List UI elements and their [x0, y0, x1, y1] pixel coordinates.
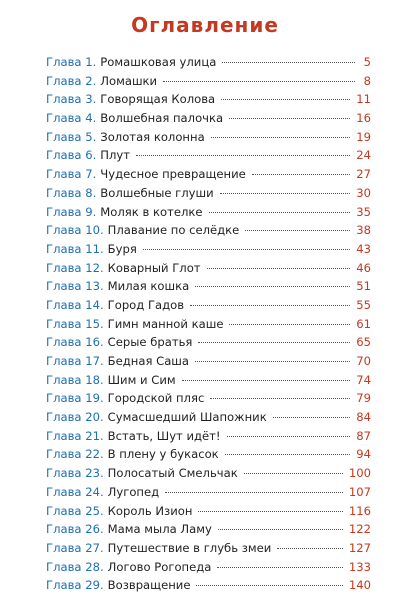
chapter-title: Коварный Глот: [107, 260, 201, 275]
chapter-title: Бедная Саша: [107, 354, 190, 368]
toc-entry: [46, 296, 371, 315]
page-number: 46: [356, 260, 371, 275]
chapter-number: Глава 10.: [46, 223, 104, 238]
chapter-title: Путешествие в глубь змеи: [107, 540, 272, 555]
page-number: 5: [363, 55, 371, 69]
chapter-number: Глава 19.: [46, 391, 104, 406]
toc-entry: [46, 165, 371, 184]
page-number: 38: [356, 223, 371, 238]
dot-leader: [198, 342, 350, 343]
chapter-number: Глава 23.: [46, 466, 104, 481]
toc-entry: [46, 408, 371, 427]
chapter-number: Глава 7.: [46, 167, 97, 182]
chapter-number: Глава 27.: [46, 540, 104, 555]
chapter-number: Глава 11.: [46, 241, 104, 256]
chapter-title: Ромашковая улица: [100, 55, 217, 69]
dot-leader: [136, 155, 350, 156]
chapter-number: Глава 29.: [46, 578, 104, 593]
toc-entry: [46, 240, 371, 259]
page-number: 70: [356, 354, 371, 368]
toc-entry: [46, 483, 371, 502]
dot-leader: [143, 249, 350, 250]
page-number: 51: [356, 279, 371, 294]
chapter-number: Глава 4.: [46, 111, 97, 126]
chapter-title: Сумасшедший Шапожник: [107, 410, 267, 425]
toc-entry: [46, 184, 371, 203]
page-number: 122: [348, 522, 371, 537]
page-number: 11: [356, 92, 371, 107]
chapter-title: Ломашки: [100, 73, 158, 88]
dot-leader: [198, 511, 342, 512]
chapter-title: Волшебные глуши: [100, 185, 214, 200]
page-number: 84: [356, 410, 371, 425]
page-number: 94: [356, 447, 371, 462]
dot-leader: [190, 305, 350, 306]
dot-leader: [165, 492, 343, 493]
toc-entry: [46, 520, 371, 539]
chapter-title: Логово Рогопеда: [107, 559, 212, 574]
chapter-number: Глава 22.: [46, 447, 104, 462]
dot-leader: [210, 398, 350, 399]
dot-leader: [207, 268, 351, 269]
chapter-number: Глава 26.: [46, 522, 104, 537]
toc-entry: [46, 445, 371, 464]
dot-leader: [245, 230, 350, 231]
chapter-title: Буря: [107, 241, 137, 256]
dot-leader: [218, 529, 343, 530]
chapter-number: Глава 28.: [46, 559, 104, 574]
dot-leader: [229, 324, 350, 325]
toc-entry: [46, 146, 371, 165]
toc-entry: [46, 464, 371, 483]
dot-leader: [273, 417, 351, 418]
table-of-contents: [46, 53, 371, 595]
chapter-number: Глава 12.: [46, 260, 104, 275]
dot-leader: [225, 454, 351, 455]
dot-leader: [182, 380, 351, 381]
dot-leader: [163, 81, 355, 82]
page-number: 16: [356, 111, 371, 126]
dot-leader: [195, 361, 350, 362]
toc-entry: [46, 539, 371, 558]
chapter-title: Волшебная палочка: [100, 111, 224, 126]
dot-leader: [196, 585, 342, 586]
toc-entry: [46, 333, 371, 352]
chapter-title: Милая кошка: [107, 279, 190, 294]
toc-entry: [46, 128, 371, 147]
dot-leader: [220, 193, 351, 194]
chapter-title: Шим и Сим: [107, 372, 176, 387]
toc-entry: [46, 259, 371, 278]
toc-entry: [46, 502, 371, 521]
chapter-title: Золотая колонна: [100, 129, 205, 144]
page-number: 8: [363, 73, 371, 88]
dot-leader: [227, 436, 351, 437]
chapter-title: Серые братья: [107, 335, 193, 350]
chapter-number: Глава 9.: [46, 204, 97, 219]
toc-entry: [46, 109, 371, 128]
chapter-title: Полосатый Смельчак: [107, 466, 238, 481]
toc-entry: [46, 558, 371, 577]
toc-entry: [46, 277, 371, 296]
page-title: Оглавление: [131, 13, 279, 37]
chapter-number: Глава 17.: [46, 354, 104, 368]
chapter-title: Гимн манной каше: [107, 316, 224, 331]
chapter-number: Глава 2.: [46, 73, 97, 88]
dot-leader: [209, 212, 351, 213]
chapter-number: Глава 13.: [46, 279, 104, 294]
page-number: 27: [356, 167, 371, 182]
chapter-title: Плут: [100, 148, 131, 163]
dot-leader: [222, 62, 355, 63]
toc-entry: [46, 72, 371, 91]
page-number: 19: [356, 129, 371, 144]
toc-entry: [46, 221, 371, 240]
dot-leader: [211, 137, 351, 138]
chapter-title: Плавание по селёдке: [107, 223, 240, 238]
page-number: 74: [356, 372, 371, 387]
toc-entry: [46, 203, 371, 222]
chapter-number: Глава 6.: [46, 148, 97, 163]
dot-leader: [252, 174, 350, 175]
chapter-title: Говорящая Колова: [100, 92, 216, 107]
dot-leader: [221, 99, 350, 100]
page-number: 79: [356, 391, 371, 406]
dot-leader: [277, 548, 343, 549]
toc-entry: [46, 315, 371, 334]
chapter-title: Мама мыла Ламу: [107, 522, 212, 537]
chapter-title: Возвращение: [107, 578, 191, 593]
page-number: 65: [356, 335, 371, 350]
toc-entry: [46, 371, 371, 390]
chapter-title: Лугопед: [107, 484, 160, 499]
chapter-number: Глава 1.: [46, 55, 97, 69]
dot-leader: [244, 473, 343, 474]
chapter-number: Глава 14.: [46, 297, 104, 312]
page-number: 127: [348, 540, 371, 555]
chapter-number: Глава 5.: [46, 129, 97, 144]
chapter-title: Встать, Шут идёт!: [107, 428, 221, 443]
page-number: 43: [356, 241, 371, 256]
chapter-number: Глава 8.: [46, 185, 97, 200]
toc-entry: [46, 90, 371, 109]
chapter-title: Городской пляс: [107, 391, 205, 406]
page-number: 24: [356, 148, 371, 163]
chapter-title: Город Гадов: [107, 297, 185, 312]
toc-entry: [46, 576, 371, 595]
page-number: 100: [348, 466, 371, 481]
toc-entry: [46, 53, 371, 72]
dot-leader: [195, 286, 350, 287]
chapter-number: Глава 21.: [46, 428, 104, 443]
chapter-title: Чудесное превращение: [100, 167, 246, 182]
page-number: 30: [356, 185, 371, 200]
page-number: 140: [348, 578, 371, 593]
page-number: 55: [356, 297, 371, 312]
page-number: 61: [356, 316, 371, 331]
toc-entry: [46, 427, 371, 446]
page-number: 35: [356, 204, 371, 219]
chapter-number: Глава 20.: [46, 410, 104, 425]
chapter-number: Глава 24.: [46, 484, 104, 499]
chapter-title: В плену у букасок: [107, 447, 219, 462]
chapter-number: Глава 18.: [46, 372, 104, 387]
page-number: 133: [348, 559, 371, 574]
toc-entry: [46, 389, 371, 408]
chapter-number: Глава 15.: [46, 316, 104, 331]
chapter-title: Король Изион: [107, 503, 193, 518]
chapter-number: Глава 3.: [46, 92, 97, 107]
chapter-title: Моляк в котелке: [100, 204, 203, 219]
page-number: 116: [348, 503, 371, 518]
page-number: 107: [348, 484, 371, 499]
page-number: 87: [356, 428, 371, 443]
chapter-number: Глава 16.: [46, 335, 104, 350]
toc-entry: [46, 352, 371, 371]
chapter-number: Глава 25.: [46, 503, 104, 518]
dot-leader: [217, 567, 342, 568]
dot-leader: [229, 118, 350, 119]
